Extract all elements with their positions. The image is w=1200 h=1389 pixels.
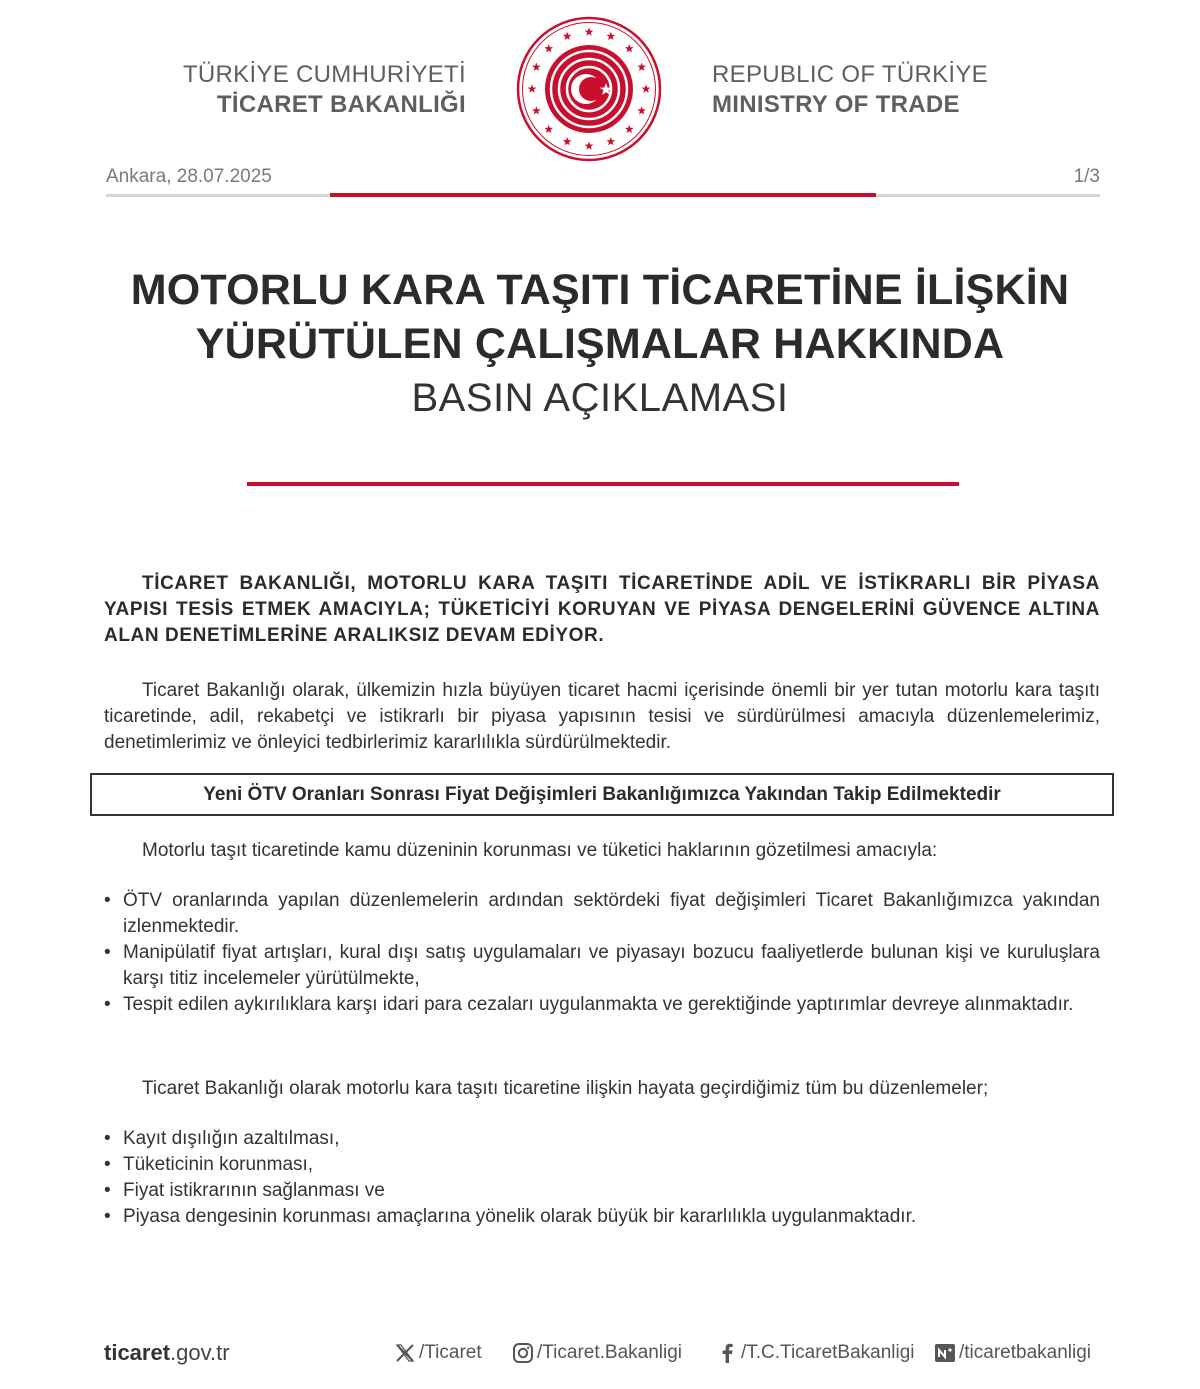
website-domain-bold: ticaret: [104, 1340, 171, 1365]
instagram-icon: [512, 1342, 534, 1364]
website-link[interactable]: [104, 1340, 230, 1366]
title-divider: [247, 482, 959, 486]
list-item: [104, 888, 1100, 940]
paragraph-3: Ticaret Bakanlığı olarak motorlu kara taşıtı ticaretine ilişkin hayata geçirdiğimiz tüm bu düzenlemeler;: [142, 1078, 989, 1099]
list-item-text: Fiyat istikrarının sağlanması ve: [123, 1180, 385, 1201]
seal-star-icon: [585, 141, 594, 149]
seal-star-icon: [625, 44, 634, 52]
seal-star-icon: [528, 84, 537, 92]
bullet-marker: •: [104, 1128, 111, 1149]
section-heading-box: Yeni ÖTV Oranları Sonrası Fiyat Değişimleri Bakanlığımızca Yakından Takip Edilmektedir: [90, 773, 1114, 816]
header-left-line2: TİCARET BAKANLIĞI: [216, 91, 466, 118]
list-item: [104, 1152, 1100, 1178]
list-item: [104, 940, 1100, 992]
list-item: [104, 1204, 1100, 1230]
lead-paragraph: TİCARET BAKANLIĞI, MOTORLU KARA TAŞITI TİCARETİNDE ADİL VE İSTİKRARLI BİR PİYASA YAPISI TESİS ETMEK AMACIYLA; TÜKETİCİYİ KORUYAN VE PİYASA DENGELERİNİ GÜVENCE ALTINA ALAN DENETİMLERİNE ARALIKSIZ DEVAM EDİYOR.: [104, 573, 1100, 646]
list-item-text: Manipülatif fiyat artışları, kural dışı satış uygulamaları ve piyasayı bozucu faaliyetlerde bulunan kişi ve kuruluşlara karşı titiz incelemeler yürütülmekte,: [123, 942, 1100, 989]
bullet-marker: •: [104, 994, 111, 1015]
title-line2: YÜRÜTÜLEN ÇALIŞMALAR HAKKINDA: [195, 320, 1005, 368]
header-left: [150, 60, 466, 120]
social-instagram-handle: /Ticaret.Bakanligi: [537, 1342, 683, 1363]
social-x-handle: /Ticaret: [419, 1342, 482, 1363]
header-left-line1: TÜRKİYE CUMHURİYETİ: [182, 61, 466, 88]
bullet-list-1: [104, 888, 1100, 1018]
ministry-seal-logo: [516, 16, 662, 162]
seal-star-icon: [563, 32, 572, 40]
list-item: [104, 992, 1100, 1018]
seal-star-icon: [625, 125, 634, 133]
title-subtitle: BASIN AÇIKLAMASI: [411, 376, 789, 420]
seal-star-icon: [544, 125, 553, 133]
seal-star-icon: [606, 137, 615, 145]
seal-star-icon: [563, 137, 572, 145]
list-item-text: Tespit edilen aykırılıklara karşı idari para cezaları uygulanmakta ve gerektiğinde yaptırımlar devreye alınmaktadır.: [123, 994, 1074, 1015]
seal-star-icon: [544, 44, 553, 52]
list-item-text: Kayıt dışılığın azaltılması,: [123, 1128, 340, 1149]
seal-star-icon: [532, 106, 541, 114]
social-nsosyal-link[interactable]: [934, 1342, 1091, 1364]
nsosyal-icon: [934, 1342, 956, 1364]
social-instagram-link[interactable]: [512, 1342, 682, 1364]
social-x-link[interactable]: [394, 1342, 482, 1364]
header-right-line1: REPUBLIC OF TÜRKİYE: [712, 61, 988, 88]
seal-star-icon: [532, 63, 541, 71]
list-item-text: Piyasa dengesinin korunması amaçlarına yönelik olarak büyük bir kararlılıkla uygulanmaktadır.: [123, 1206, 917, 1227]
bullet-marker: •: [104, 1206, 111, 1227]
list-item: [104, 1178, 1100, 1204]
seal-star-icon: [585, 27, 594, 35]
list-item-text: ÖTV oranlarında yapılan düzenlemelerin ardından sektördeki fiyat değişimleri Ticaret Bakanlığımızca yakından izlenmektedir.: [123, 890, 1100, 937]
x-icon: [394, 1342, 416, 1364]
header-right: [712, 60, 1052, 120]
social-facebook-link[interactable]: [716, 1342, 915, 1364]
list-item-text: Tüketicinin korunması,: [123, 1154, 314, 1175]
bullet-marker: •: [104, 890, 111, 911]
bullet-marker: •: [104, 1154, 111, 1175]
seal-star-icon: [606, 32, 615, 40]
website-domain-rest: .gov.tr: [170, 1340, 230, 1365]
seal-star-icon: [642, 84, 651, 92]
paragraph-1: Ticaret Bakanlığı olarak, ülkemizin hızla büyüyen ticaret hacmi içerisinde önemli bir yer tutan motorlu kara taşıtı ticaretinde, adil, rekabetçi ve istikrarlı bir piyasa yapısının tesisi ve sürdürülmesi amacıyla düzenlemelerimiz, denetimlerimiz ve önleyici tedbirlerimiz kararlılıkla sürdürülmektedir.: [104, 680, 1100, 753]
bullet-list-2: [104, 1126, 1100, 1230]
seal-star-icon: [637, 63, 646, 71]
paragraph-2: Motorlu taşıt ticaretinde kamu düzeninin korunması ve tüketici haklarının gözetilmesi amacıyla:: [142, 840, 938, 861]
release-date: Ankara, 28.07.2025: [106, 166, 272, 187]
facebook-icon: [716, 1342, 738, 1364]
page-number: 1/3: [1073, 166, 1100, 187]
social-facebook-handle: /T.C.TicaretBakanligi: [741, 1342, 915, 1363]
social-nsosyal-handle: /ticaretbakanligi: [959, 1342, 1092, 1363]
bullet-marker: •: [104, 942, 111, 963]
seal-star-icon: [637, 106, 646, 114]
bullet-marker: •: [104, 1180, 111, 1201]
title-line1: MOTORLU KARA TAŞITI TİCARETİNE İLİŞKİN: [130, 266, 1070, 314]
list-item: [104, 1126, 1100, 1152]
header-right-line2: MINISTRY OF TRADE: [712, 91, 960, 118]
header-accent-divider: [330, 193, 876, 197]
